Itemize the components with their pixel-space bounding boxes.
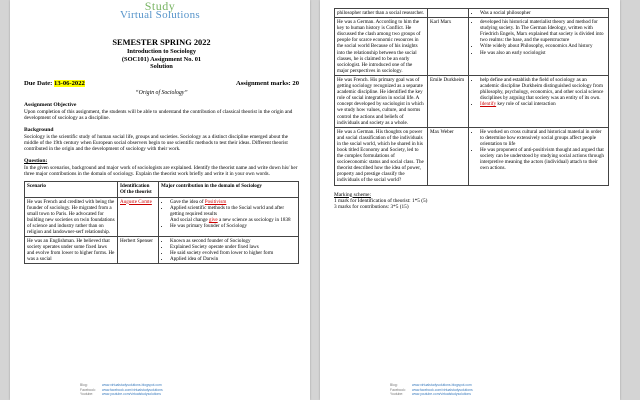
assignment-title: (SOC101) Assignment No. 01 [121, 55, 202, 63]
solution-title: Solution [150, 63, 173, 71]
contribution-item: • He was primary founder of Sociology [170, 223, 296, 229]
contribution-item: • He worked on cross cultural and historical material in order to determine how extensively social groups affect people orientation to life [480, 129, 606, 147]
theorist-cell: Karl Marx [428, 18, 469, 76]
table-row [335, 127, 609, 185]
contribution-item: • He said society evolved from lower to higher form [170, 250, 296, 256]
contribution-cell [159, 197, 299, 237]
scenario-cell: He was French and credited with being the founder of sociology. He migrated from a small town to Paris. He advocated for building new societies on twin foundations of science and industry rather than on religion and landowner-serf relationship. [25, 197, 118, 237]
scenario-cell: He was French. His primary goal was of getting sociology recognized as a separate academic discipline. He identified the key role of social integration in social life. A concept developed by sociologist in which we study how values, culture, and norms control the actions and beliefs of individuals and society as a whole. [335, 75, 428, 127]
contribution-item: • He was also an early sociologist [480, 50, 606, 56]
col-theorist: Identification Of the theorist [118, 182, 159, 197]
contribution-item: • Was a social philosopher [480, 10, 606, 16]
blog-link[interactable]: www.virtualstudysolutions.blogspot.com [102, 383, 162, 388]
identify-word: Identify [480, 101, 497, 108]
table-row [335, 18, 609, 76]
table-row [25, 237, 299, 264]
question-text: In the given scenarios, background and major work of sociologists are explained. Identify the theorist name and write down his/ her three major contributions in the domain of sociology. Explain the theorist work briefly and write it in your own words. [24, 164, 298, 178]
semester-title: SEMESTER SPRING 2022 [112, 38, 211, 47]
origin-heading: “Origin of Sociology” [135, 90, 188, 97]
scenario-cell: philosopher rather than a social researcher. [335, 9, 428, 18]
contribution-item: • Explained Society operate under fixed laws [170, 244, 296, 250]
contribution-item: • Applied scientific methods to the Social world and after getting required results [170, 205, 296, 217]
facebook-link[interactable]: www.facebook.com/virtualstudysolutions [412, 387, 473, 392]
facebook-link[interactable]: www.facebook.com/virtualstudysolutions [102, 387, 163, 392]
page-1-content [24, 38, 299, 264]
page-2 [320, 0, 620, 400]
marking-scheme [334, 192, 609, 211]
col-scenario: Scenario [25, 182, 118, 197]
marking-heading: Marking scheme: [334, 191, 371, 198]
due-line [24, 81, 299, 87]
theorist-cell [428, 9, 469, 18]
marking-line-1: 1 mark for Identification of theorist: 1*5 (5) [334, 197, 428, 204]
table-row [335, 9, 609, 18]
due-label: Due Date: [24, 79, 53, 87]
page-2-content [334, 4, 609, 211]
col-contribution: Major contribution in the domain of Sociology [159, 182, 299, 197]
watermark-line1: Study [144, 0, 176, 13]
contribution-cell [159, 237, 299, 264]
contribution-item: • developed his historical materialist theory and method for studying society. In The German Ideology, written with Friedrich Engels, Marx explained that society is divided into two realms: the base, and the superstructure [480, 19, 606, 43]
theorist-name: Auguste Comte [120, 198, 152, 205]
theorist-cell: Max Weber [428, 127, 469, 185]
page-1 [10, 0, 310, 400]
theorist-cell [118, 197, 159, 237]
contribution-item: • Known as second founder of Sociology [170, 238, 296, 244]
contribution-item: • Identify key role of social interaction [480, 101, 606, 107]
contribution-item: • Write widely about Philosophy, economics And history [480, 43, 606, 49]
objective-text: Upon completion of this assignment, the students will be able to understand the contribution of classical theorist in the origin and development of sociology as a discipline. [24, 108, 293, 121]
scenario-cell: He was a German. According to him the key to human history is Conflict. He discussed the clash among two groups of people for scarce economic resources in the social world Because of his insights into the relationship between the social classes, he is claimed to be an early sociologist. He introduced one of the major perspectives in sociology. [335, 18, 428, 76]
contribution-item: • Applied idea of Darwin [170, 256, 296, 262]
question-heading: Question: [24, 158, 48, 165]
theorist-cell: Emile Durkheim [428, 75, 469, 127]
contribution-cell [469, 127, 609, 185]
watermark-logo [10, 0, 310, 21]
table-row [335, 75, 609, 127]
contribution-item: • Gave the idea of Positivism [170, 199, 296, 205]
marking-line-2: 3 marks for contributions: 3*5 (15) [334, 204, 409, 211]
assignment-marks: Assignment marks: 20 [235, 79, 299, 87]
scenario-cell: He was an Englishman. He believed that society operates under some fixed laws and evolve from lower to higher forms. He was a social [25, 237, 118, 264]
background-text: Sociology is the scientific study of human social life, groups and societies. Sociology as a distinct discipline emerged about the middle of the 19th century when European social observers begin to use scientific methods to test their ideas. Different theorist contributed in the origin and the development of sociology with their work. [24, 133, 288, 153]
contribution-item: • He was proponent of anti-positivism thought and argued that society can be understood by studying social actions through interpretive meaning the actors (individual) attach to their own actions. [480, 147, 606, 171]
due-value: 13-06-2022 [54, 79, 85, 87]
contribution-continued: And social change give a new science as sociology in 1838 [170, 216, 291, 223]
page-footer: Blog: www.virtualstudysolutions.blogspot.com Facebook: www.facebook.com/virtualstudysolutions Youtube: www.youtube.com/virtualstudysolutions [80, 383, 163, 396]
table-header-row [25, 182, 299, 197]
contribution-cell [469, 18, 609, 76]
answer-table-continued [334, 8, 609, 186]
blog-link[interactable]: www.virtualstudysolutions.blogspot.com [412, 383, 472, 388]
course-title: Introduction to Sociology [126, 48, 197, 55]
answer-table [24, 181, 299, 264]
scenario-cell: He was a German. His thoughts on power and social classification of the individuals in the social world, which he shared in his book titled Economy and Society, led to the complex formulations of socioeconomic status and social class. The theorist described how the idea of power, property and prestige classify the individuals of the social world? [335, 127, 428, 185]
youtube-link[interactable]: www.youtube.com/virtualstudysolutions [412, 391, 471, 396]
page-footer: Blog: www.virtualstudysolutions.blogspot.com Facebook: www.facebook.com/virtualstudysolutions Youtube: www.youtube.com/virtualstudysolutions [390, 383, 473, 396]
objective-heading: Assignment Objective [24, 102, 77, 109]
watermark-line2: Virtual Solutions [120, 9, 200, 21]
contribution-cell [469, 9, 609, 18]
contribution-cell [469, 75, 609, 127]
background-heading: Background [24, 127, 54, 134]
table-row [25, 197, 299, 237]
theorist-cell: Herbert Spenser [118, 237, 159, 264]
contribution-item: • help define and establish the field of sociology as an academic discipline Durkheim distinguished sociology from philosophy, psychology, economics, and other social science disciplines by arguing that society was an entity of its own. [480, 77, 606, 101]
due-date [24, 81, 85, 87]
youtube-link[interactable]: www.youtube.com/virtualstudysolutions [102, 391, 161, 396]
